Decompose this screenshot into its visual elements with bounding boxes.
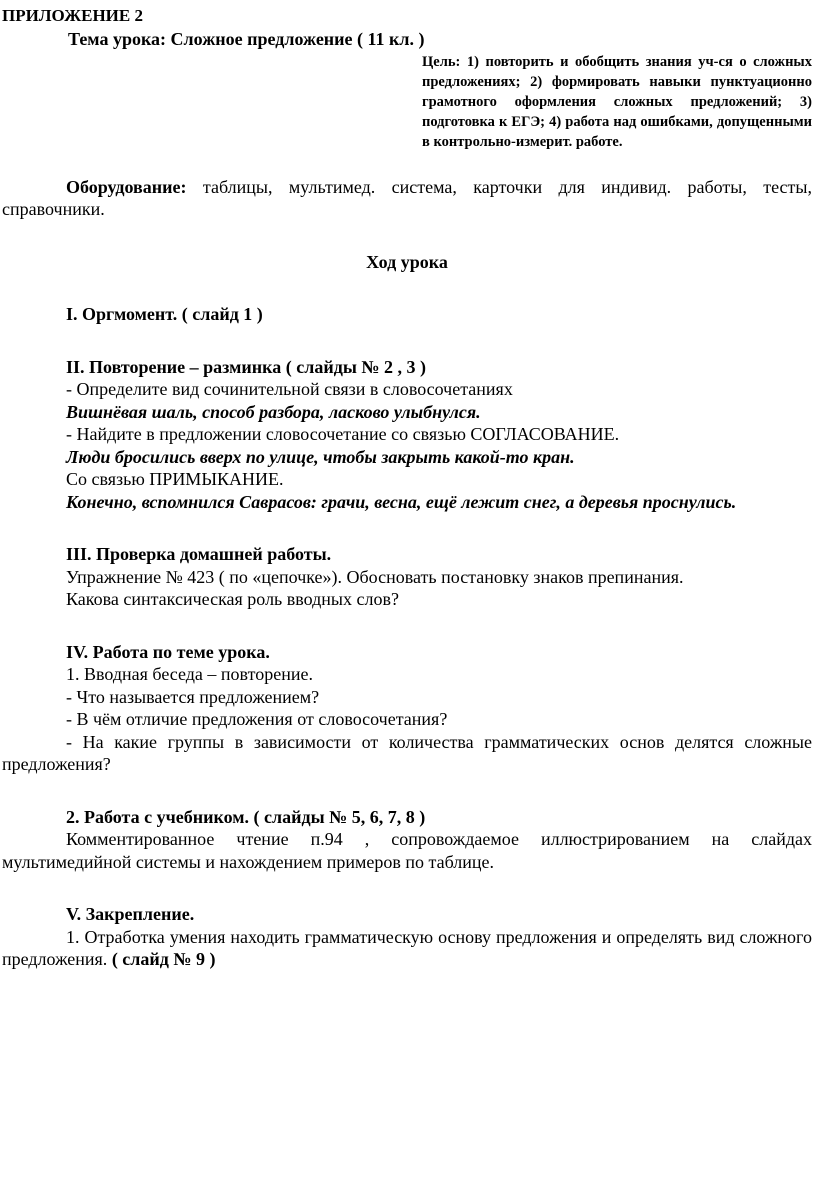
section-4-question-2: - В чём отличие предложения от словосочетания? [66,709,448,729]
section-6-text: 1. Отработка умения находить грамматическую основу предложения и определять вид сложного предложения. [2,926,812,969]
section-2-title: II. Повторение – разминка ( слайды № 2 , 3 ) [66,356,426,377]
equipment-paragraph [2,176,812,221]
section-3-line-2: Какова синтаксическая роль вводных слов? [66,589,399,609]
section-2-example-1: Вишнёвая шаль, способ разбора, ласково улыбнулся. [66,401,481,422]
section-3-line-1: Упражнение № 423 ( по «цепочке»). Обосновать постановку знаков препинания. [66,566,684,587]
equipment-label: Оборудование: [66,176,187,197]
section-5-text: Комментированное чтение п.94 , сопровождаемое иллюстрированием на слайдах мультимедийной системы и нахождением примеров по таблице. [2,829,812,872]
lesson-title: Ход урока [366,251,448,272]
appendix-heading: ПРИЛОЖЕНИЕ 2 [2,6,143,25]
section-2-example-2: Люди бросились вверх по улице, чтобы закрыть какой-то кран. [66,446,575,467]
section-6-title: V. Закрепление. [66,904,195,924]
section-4-question-3: - На какие группы в зависимости от количества грамматических основ делятся сложные предложения? [2,731,812,774]
lesson-topic: Тема урока: Сложное предложение ( 11 кл. ) [68,29,425,49]
section-5-title: 2. Работа с учебником. ( слайды № 5, 6, 7, 8 ) [66,806,426,827]
lesson-goal: Цель: 1) повторить и обобщить знания уч-ся о сложных предложениях; 2) формировать навыки пунктуационно грамотного оформления сложных предложений; 3) подготовка к ЕГЭ; 4) работа над ошибками, допущенными в контрольно-измерит. работе. [422,53,812,150]
section-1-title: I. Оргмомент. ( слайд 1 ) [66,304,263,324]
section-2-task-1: - Определите вид сочинительной связи в словосочетаниях [66,379,513,399]
section-6-slide: ( слайд № 9 ) [107,949,216,969]
equipment-text: таблицы, мультимед. система, карточки для индивид. работы, тесты, справочники. [2,176,812,219]
section-6-paragraph [2,926,812,971]
section-2-task-3: Со связью ПРИМЫКАНИЕ. [66,469,284,489]
section-3-title: III. Проверка домашней работы. [66,544,332,564]
section-4-question-1: - Что называется предложением? [66,686,320,707]
section-2-task-2: - Найдите в предложении словосочетание со связью СОГЛАСОВАНИЕ. [66,424,620,444]
section-2-example-3: Конечно, вспомнился Саврасов: грачи, весна, ещё лежит снег, а деревья проснулись. [66,491,737,512]
section-4-title: IV. Работа по теме урока. [66,641,270,662]
section-4-item-1: 1. Вводная беседа – повторение. [66,664,313,684]
